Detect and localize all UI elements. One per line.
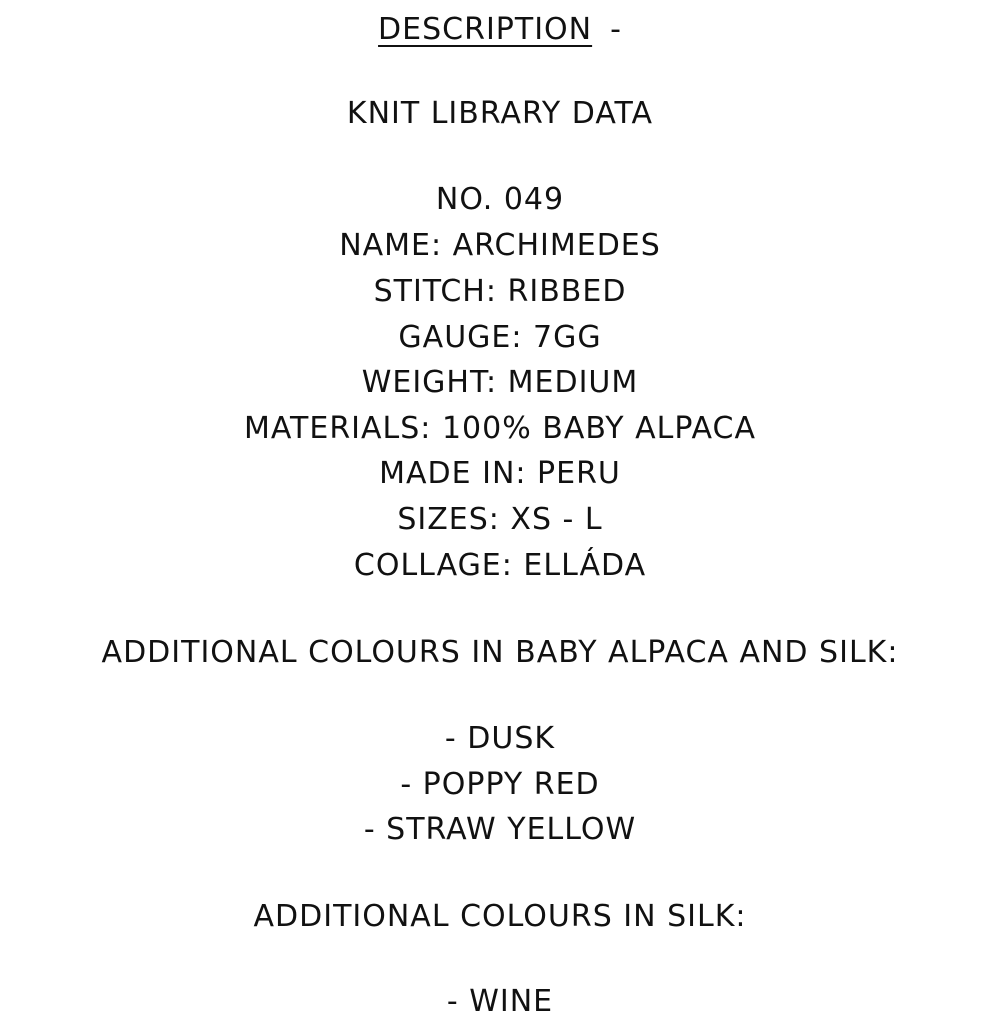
spec-weight: WEIGHT: MEDIUM	[361, 365, 639, 400]
spec-sizes: SIZES: XS - L	[397, 502, 603, 537]
spec-made-in: MADE IN: PERU	[379, 456, 621, 491]
colour-item: - DUSK	[444, 721, 556, 756]
spec-stitch: STITCH: RIBBED	[373, 274, 627, 309]
library-title: KNIT LIBRARY DATA	[346, 96, 654, 131]
alpaca-silk-colours-heading: ADDITIONAL COLOURS IN BABY ALPACA AND SILK:	[101, 635, 899, 670]
colour-item: - WINE	[446, 984, 554, 1019]
colour-item: - POPPY RED	[400, 767, 600, 802]
spec-number: NO. 049	[435, 182, 565, 217]
spec-gauge: GAUGE: 7GG	[398, 320, 602, 355]
spec-collage: COLLAGE: ELLÁDA	[353, 548, 647, 583]
colour-item: - STRAW YELLOW	[363, 812, 637, 847]
description-title: DESCRIPTION	[378, 12, 593, 47]
description-heading	[0, 10, 1000, 50]
spec-name: NAME: ARCHIMEDES	[339, 228, 661, 263]
spec-materials: MATERIALS: 100% BABY ALPACA	[243, 411, 757, 446]
silk-colours-heading: ADDITIONAL COLOURS IN SILK:	[253, 899, 747, 934]
description-dash: -	[610, 12, 622, 47]
